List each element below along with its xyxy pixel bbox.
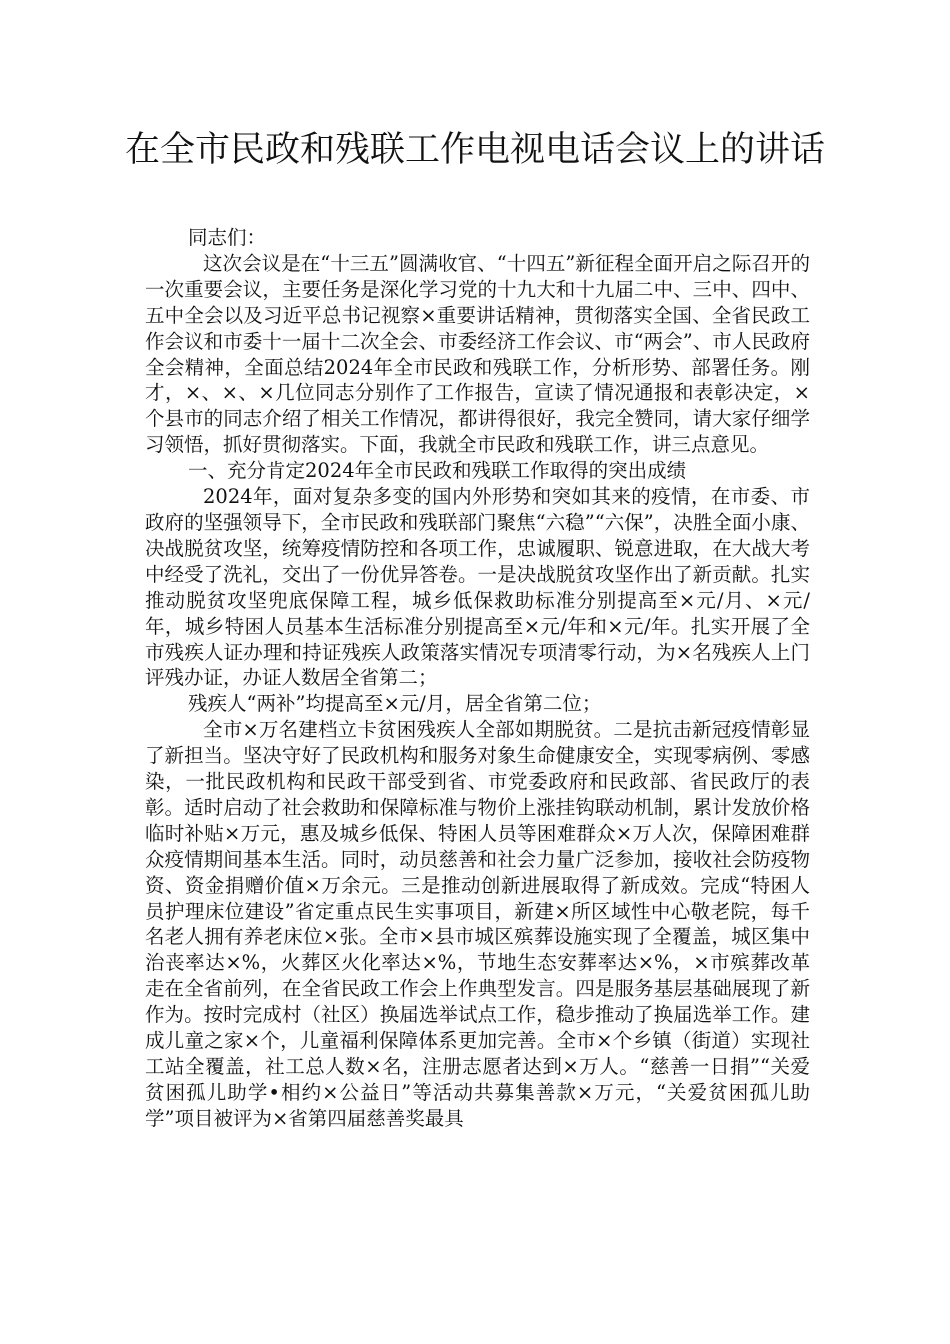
paragraph-achievements: 2024年，面对复杂多变的国内外形势和突如其来的疫情，在市委、市政府的坚强领导下，全市民政和残联部门聚焦“六稳”“六保”，决胜全面小康、决战脱贫攻坚，统筹疫情防控和各项工作，忠诚履职、锐意进取，在大战大考中经受了洗礼，交出了一份优异答卷。一是决战脱贫攻坚作出了新贡献。扎实推动脱贫攻坚兜底保障工程，城乡低保救助标准分别提高至×元/月、×元/年，城乡特困人员基本生活标准分别提高至×元/年和×元/年。扎实开展了全市残疾人证办理和持证残疾人政策落实情况专项清零行动，为×名残疾人上门评残办证，办证人数居全省第二； [145,485,810,690]
paragraph-opening: 这次会议是在“十三五”圆满收官、“十四五”新征程全面开启之际召开的一次重要会议，主要任务是深化学习党的十九大和十九届二中、三中、四中、五中全会以及习近平总书记视察×重要讲话精神，贯彻落实全国、全省民政工作会议和市委十一届十二次全会、市委经济工作会议、市“两会”、市人民政府全会精神，全面总结2024年全市民政和残联工作，分析形势、部署任务。刚才，×、×、×几位同志分别作了工作报告，宣读了情况通报和表彰决定，×个县市的同志介绍了相关工作情况，都讲得很好，我完全赞同，请大家仔细学习领悟，抓好贯彻落实。下面，我就全市民政和残联工作，讲三点意见。 [145,251,810,457]
paragraph-achievements-continued: 全市×万名建档立卡贫困残疾人全部如期脱贫。二是抗击新冠疫情彰显了新担当。坚决守好了民政机构和服务对象生命健康安全，实现零病例、零感染，一批民政机构和民政干部受到省、市党委政府和民政部、省民政厅的表彰。适时启动了社会救助和保障标准与物价上涨挂钩联动机制，累计发放价格临时补贴×万元，惠及城乡低保、特困人员等困难群众×万人次，保障困难群众疫情期间基本生活。同时，动员慈善和社会力量广泛参加，接收社会防疫物资、资金捐赠价值×万余元。三是推动创新进展取得了新成效。完成“特困人员护理床位建设”省定重点民生实事项目，新建×所区域性中心敬老院，每千名老人拥有养老床位×张。全市×县市城区殡葬设施实现了全覆盖，城区集中治丧率达×%，火葬区火化率达×%，节地生态安葬率达×%，×市殡葬改革走在全省前列，在全省民政工作会上作典型发言。四是服务基层基础展现了新作为。按时完成村（社区）换届选举试点工作，稳步推动了换届选举工作。建成儿童之家×个，儿童福利保障体系更加完善。全市×个乡镇（街道）实现社工站全覆盖，社工总人数×名，注册志愿者达到×万人。“慈善一日捐”“关爱贫困孤儿助学•相约×公益日”等活动共募集善款×万元，“关爱贫困孤儿助学”项目被评为×省第四届慈善奖最具 [145,718,810,1130]
paragraph-disability-subsidy: 残疾人“两补”均提高至×元/月，居全省第二位； [188,692,602,716]
document-body [145,225,810,1132]
section-heading-1: 一、充分肯定2024年全市民政和残联工作取得的突出成绩 [188,459,687,483]
salutation: 同志们： [188,226,267,249]
document-title: 在全市民政和残联工作电视电话会议上的讲话 [124,130,825,170]
